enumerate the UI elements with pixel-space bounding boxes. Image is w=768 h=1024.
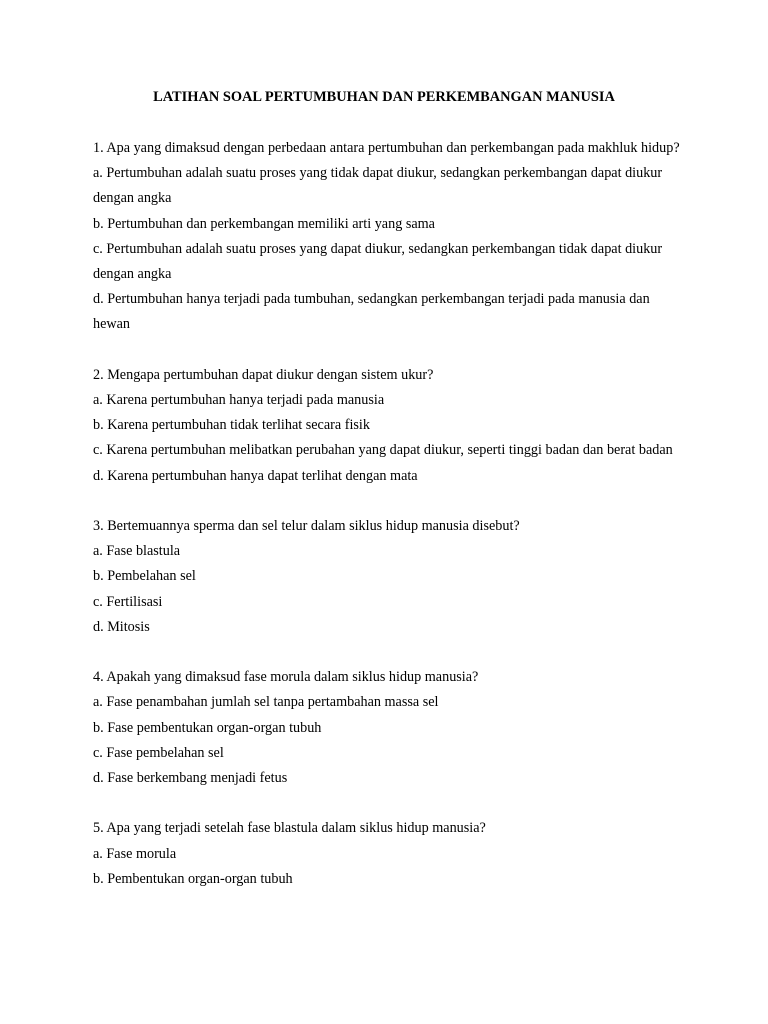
question-text: 4. Apakah yang dimaksud fase morula dalam siklus hidup manusia?	[93, 669, 479, 686]
question-list	[93, 136, 683, 917]
option-a: a. Pertumbuhan adalah suatu proses yang tidak dapat diukur, sedangkan perkembangan dapat diukur dengan angka	[93, 165, 663, 207]
question-3	[93, 514, 683, 640]
option-d: d. Mitosis	[93, 618, 150, 635]
option-c: c. Fertilisasi	[93, 593, 163, 610]
option-b: b. Pembelahan sel	[93, 568, 196, 585]
question-text: 2. Mengapa pertumbuhan dapat diukur dengan sistem ukur?	[93, 366, 434, 383]
option-d: d. Karena pertumbuhan hanya dapat terlihat dengan mata	[93, 467, 418, 484]
option-a: a. Fase penambahan jumlah sel tanpa pertambahan massa sel	[93, 694, 439, 711]
document-title: LATIHAN SOAL PERTUMBUHAN DAN PERKEMBANGAN MANUSIA	[153, 89, 615, 105]
question-1	[93, 136, 683, 338]
question-text: 1. Apa yang dimaksud dengan perbedaan antara pertumbuhan dan perkembangan pada makhluk hidup?	[93, 140, 680, 156]
option-a: a. Fase blastula	[93, 543, 181, 560]
option-a: a. Fase morula	[93, 845, 177, 862]
question-2	[93, 363, 683, 489]
question-text: 3. Bertemuannya sperma dan sel telur dalam siklus hidup manusia disebut?	[93, 518, 520, 535]
option-d: d. Pertumbuhan hanya terjadi pada tumbuhan, sedangkan perkembangan terjadi pada manusia dan hewan	[93, 291, 650, 333]
question-4	[93, 665, 683, 791]
option-d: d. Fase berkembang menjadi fetus	[93, 770, 288, 787]
question-5	[93, 816, 683, 892]
option-c: c. Karena pertumbuhan melibatkan perubahan yang dapat diukur, seperti tinggi badan dan berat badan	[93, 442, 673, 459]
option-b: b. Fase pembentukan organ-organ tubuh	[93, 719, 322, 736]
option-c: c. Fase pembelahan sel	[93, 744, 224, 761]
option-c: c. Pertumbuhan adalah suatu proses yang dapat diukur, sedangkan perkembangan tidak dapat diukur dengan angka	[93, 240, 663, 283]
option-b: b. Karena pertumbuhan tidak terlihat secara fisik	[93, 417, 370, 434]
option-a: a. Karena pertumbuhan hanya terjadi pada manusia	[93, 392, 385, 409]
option-b: b. Pertumbuhan dan perkembangan memiliki arti yang sama	[93, 215, 435, 232]
question-text: 5. Apa yang terjadi setelah fase blastula dalam siklus hidup manusia?	[93, 820, 486, 837]
option-b: b. Pembentukan organ-organ tubuh	[93, 870, 293, 887]
